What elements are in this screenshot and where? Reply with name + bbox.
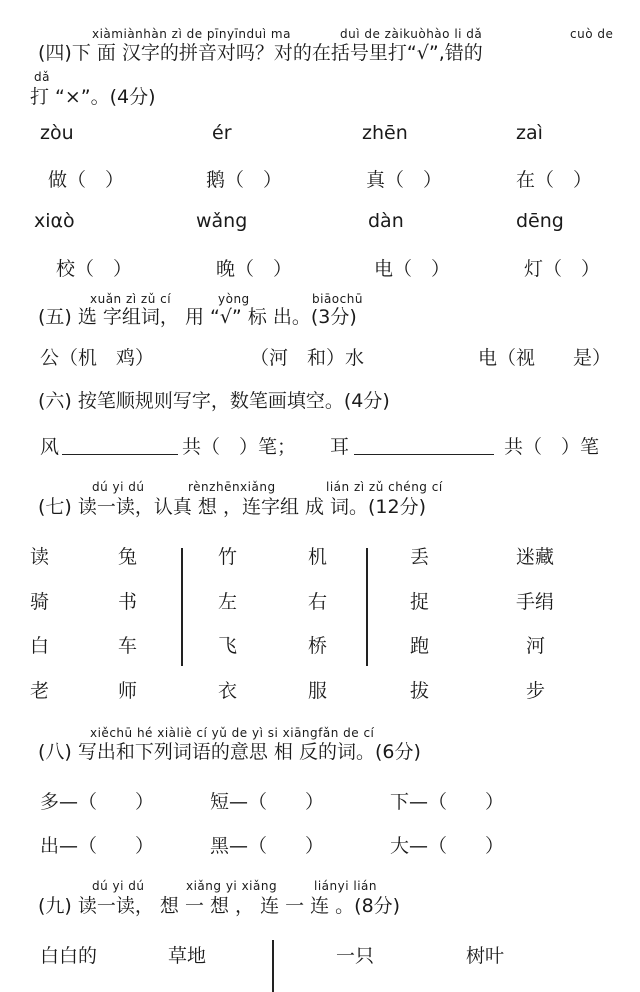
pinyin-s7-c: lián zì zǔ chéng cí (326, 480, 443, 494)
word-char: 捉 (410, 591, 430, 613)
word-char: 读 (30, 546, 50, 568)
word-char: 兔 (118, 546, 138, 568)
divider-2 (366, 548, 368, 666)
char-xiao: 校（ ） (56, 258, 133, 280)
section-4-title: (四)下 面 汉字的拼音对吗？对的在括号里打“√”,错的 (38, 42, 483, 64)
char-zai: 在（ ） (516, 169, 593, 191)
section-8-title: (八) 写出和下列词语的意思 相 反的词。(6分) (38, 741, 421, 763)
word-char: 师 (118, 680, 138, 702)
pinyin-wang: wǎng (196, 210, 248, 232)
pinyin-zou: zòu (40, 122, 74, 144)
choice-1: 公（机 鸡） (40, 347, 155, 369)
antonym-4: 出—（ ） (40, 835, 155, 857)
match-item-3: 一只 (336, 945, 375, 967)
writing-line-1[interactable] (62, 434, 178, 455)
pinyin-s4-a: xiàmiànhàn zì de pīnyīnduì ma (92, 27, 291, 41)
word-char: 桥 (308, 635, 328, 657)
section-7-title: (七) 读一读，认真 想 ，连字组 成 词。(12分) (38, 496, 427, 518)
word-char: 左 (218, 591, 238, 613)
char-e: 鹅（ ） (206, 169, 283, 191)
word-char: 飞 (218, 635, 238, 657)
char-zuo: 做（ ） (48, 169, 125, 191)
word-char: 拔 (410, 680, 430, 702)
choice-2: （河 和）水 (250, 347, 365, 369)
word-char: 衣 (218, 680, 238, 702)
word-char: 老 (30, 680, 50, 702)
word-char: 手绢 (516, 591, 555, 613)
pinyin-s7-b: rènzhēnxiǎng (188, 480, 276, 494)
match-item-1: 白白的 (40, 945, 98, 967)
pinyin-s4-b: duì de zàikuòhào li dǎ (340, 27, 483, 41)
pinyin-zai: zaì (516, 122, 543, 144)
pinyin-s5-c: biāochū (312, 292, 363, 306)
pinyin-s4-d: dǎ (34, 70, 50, 84)
pinyin-s9-c: liányi lián (314, 879, 378, 893)
word-char: 右 (308, 591, 328, 613)
char-wan: 晚（ ） (216, 258, 293, 280)
pinyin-s8: xiěchū hé xiàliè cí yǔ de yì si xiāngfǎn de cí (90, 726, 375, 740)
word-char: 机 (308, 546, 328, 568)
match-item-4: 树叶 (466, 945, 505, 967)
divider-1 (181, 548, 183, 666)
pinyin-s5-b: yòng (218, 292, 250, 306)
section-4-title-line2: 打 “×”。(4分) (30, 86, 156, 108)
word-char: 跑 (410, 635, 430, 657)
section-5-title: (五) 选 字组词， 用 “√” 标 出。(3分) (38, 306, 357, 328)
char-zhen: 真（ ） (366, 169, 443, 191)
word-char: 服 (308, 680, 328, 702)
stroke-count-2: 共（ ）笔 (504, 436, 600, 458)
pinyin-s9-a: dú yi dú (92, 879, 145, 893)
match-item-2: 草地 (168, 945, 207, 967)
writing-line-2[interactable] (354, 434, 494, 455)
pinyin-s9-b: xiǎng yi xiǎng (186, 879, 278, 893)
word-char: 步 (526, 680, 546, 702)
stroke-char-feng: 风 (40, 436, 60, 458)
stroke-count-1: 共（ ）笔； (182, 436, 297, 458)
word-char: 骑 (30, 591, 50, 613)
antonym-5: 黑—（ ） (210, 835, 325, 857)
pinyin-s5-a: xuǎn zì zǔ cí (90, 292, 172, 306)
antonym-1: 多—（ ） (40, 791, 155, 813)
pinyin-dan: dàn (368, 210, 404, 232)
pinyin-xiao: xiαò (34, 210, 75, 232)
word-char: 白 (30, 635, 50, 657)
antonym-3: 下—（ ） (390, 791, 505, 813)
antonym-2: 短—（ ） (210, 791, 325, 813)
word-char: 车 (118, 635, 138, 657)
pinyin-deng: dēng (516, 210, 564, 232)
char-dian: 电（ ） (374, 258, 451, 280)
word-char: 丢 (410, 546, 430, 568)
pinyin-er: ér (212, 122, 232, 144)
char-deng: 灯（ ） (524, 258, 601, 280)
word-char: 迷藏 (516, 546, 555, 568)
divider-3 (272, 940, 274, 992)
word-char: 竹 (218, 546, 238, 568)
stroke-char-er: 耳 (330, 436, 350, 458)
word-char: 河 (526, 635, 546, 657)
pinyin-s7-a: dú yi dú (92, 480, 145, 494)
word-char: 书 (118, 591, 138, 613)
section-6-title: (六) 按笔顺规则写字，数笔画填空。(4分) (38, 390, 390, 412)
pinyin-zhen: zhēn (362, 122, 408, 144)
choice-3: 电（视 是） (478, 347, 612, 369)
pinyin-s4-c: cuò de (570, 27, 614, 41)
antonym-6: 大—（ ） (390, 835, 505, 857)
section-9-title: (九) 读一读， 想 一 想 ， 连 一 连 。(8分) (38, 895, 401, 917)
